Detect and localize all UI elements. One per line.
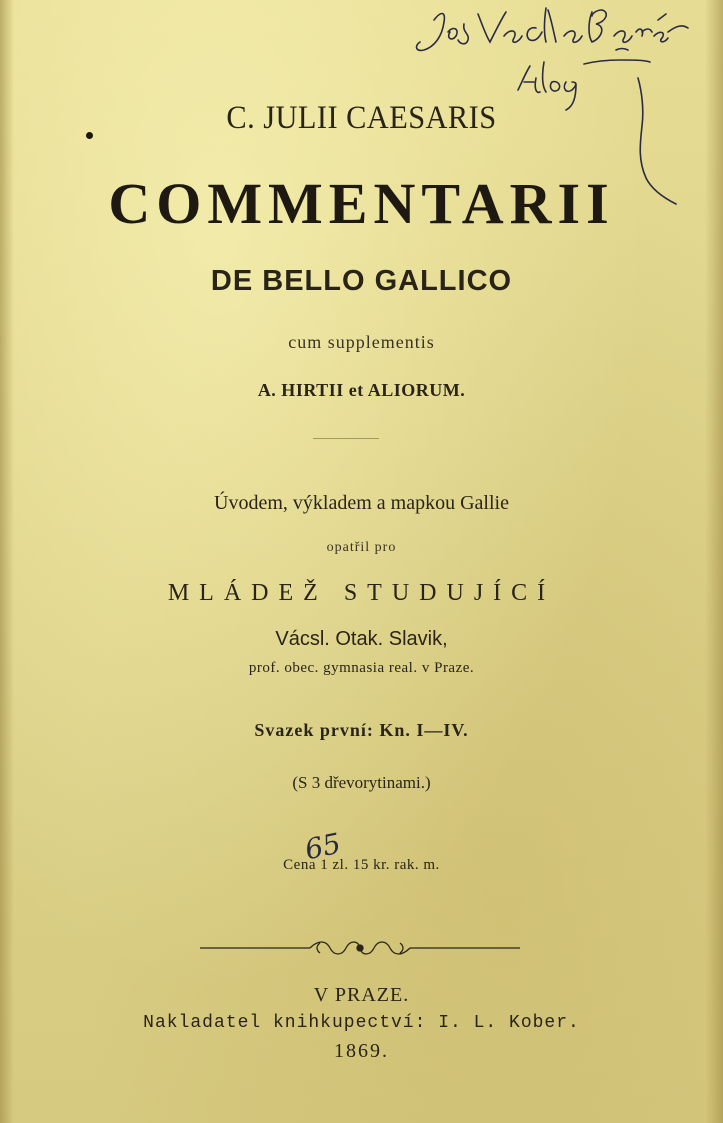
handwritten-price: 65 (301, 826, 344, 867)
paper-edge-right (705, 0, 723, 1123)
subtitle: DE BELLO GALLICO (210, 265, 513, 297)
publisher-line: Nakladatel knihkupectví: I. L. Kober. (143, 1013, 580, 1033)
woodcuts-line: (S 3 dřevorytinami.) (292, 773, 431, 792)
ornament-divider (200, 935, 520, 961)
prepared-for-line: opatřil pro (326, 540, 397, 555)
author-line: C. JULII CAESARIS (226, 100, 497, 136)
volume-line: Svazek první: Kn. I—IV. (254, 720, 469, 740)
paper-edge-left (0, 0, 14, 1123)
supplement-authors: A. HIRTII et ALIORUM. (257, 380, 466, 400)
supplements-line: cum supplementis (288, 332, 435, 352)
imprint-city: V PRAZE. (313, 984, 410, 1006)
publication-year: 1869. (334, 1040, 389, 1062)
audience-line: MLÁDEŽ STUDUJÍCÍ (167, 580, 556, 606)
divider-rule (313, 438, 379, 439)
price-line: Cena 1 zl. 15 kr. rak. m. (283, 857, 440, 873)
main-title: COMMENTARII (108, 171, 615, 236)
introduction-line: Úvodem, výkladem a mapkou Gallie (214, 492, 509, 514)
editor-title: prof. obec. gymnasia real. v Praze. (248, 660, 475, 676)
editor-name: Vácsl. Otak. Slavik, (275, 628, 448, 650)
